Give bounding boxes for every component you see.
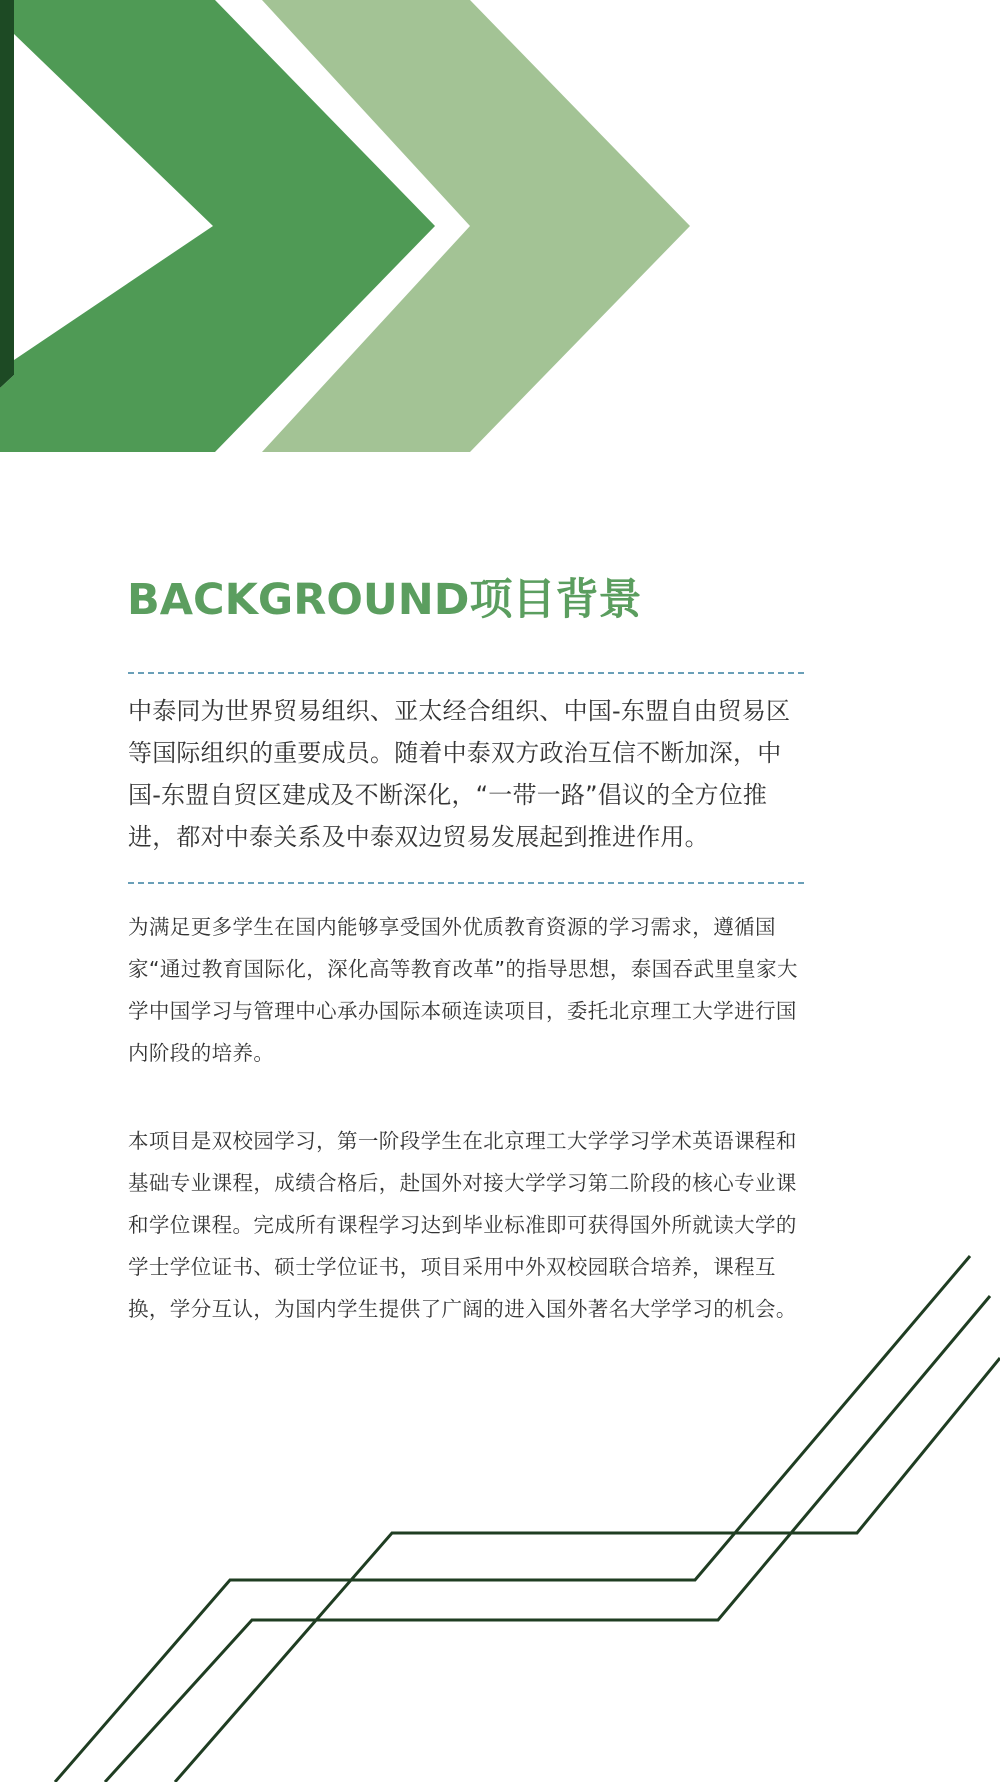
page-title: BACKGROUND项目背景 (127, 575, 642, 625)
chevron-decoration (0, 0, 1000, 470)
decor-line-1 (55, 1256, 970, 1782)
body-paragraph-1: 为满足更多学生在国内能够享受国外优质教育资源的学习需求，遵循国家“通过教育国际化，深化高等教育改革”的指导思想，泰国吞武里皇家大学中国学习与管理中心承办国际本硕连读项目，委托北京理工大学进行国内阶段的培养。 (128, 915, 798, 1065)
dark-green-edge-bar (0, 0, 14, 388)
line-decoration (0, 1240, 1000, 1782)
divider-bottom (128, 882, 804, 884)
decor-line-3 (175, 1358, 1000, 1782)
body-paragraph-2: 本项目是双校园学习，第一阶段学生在北京理工大学学习学术英语课程和基础专业课程，成绩合格后，赴国外对接大学学习第二阶段的核心专业课和学位课程。完成所有课程学习达到毕业标准即可获得国外所就读大学的学士学位证书、硕士学位证书，项目采用中外双校园联合培养，课程互换，学分互认，为国内学生提供了广阔的进入国外著名大学学习的机会。 (128, 1129, 797, 1321)
intro-paragraph: 中泰同为世界贸易组织、亚太经合组织、中国-东盟自由贸易区等国际组织的重要成员。随着中泰双方政治互信不断加深，中国-东盟自贸区建成及不断深化，“一带一路”倡议的全方位推进，都对中泰关系及中泰双边贸易发展起到推进作用。 (128, 697, 791, 851)
divider-top (128, 672, 804, 674)
